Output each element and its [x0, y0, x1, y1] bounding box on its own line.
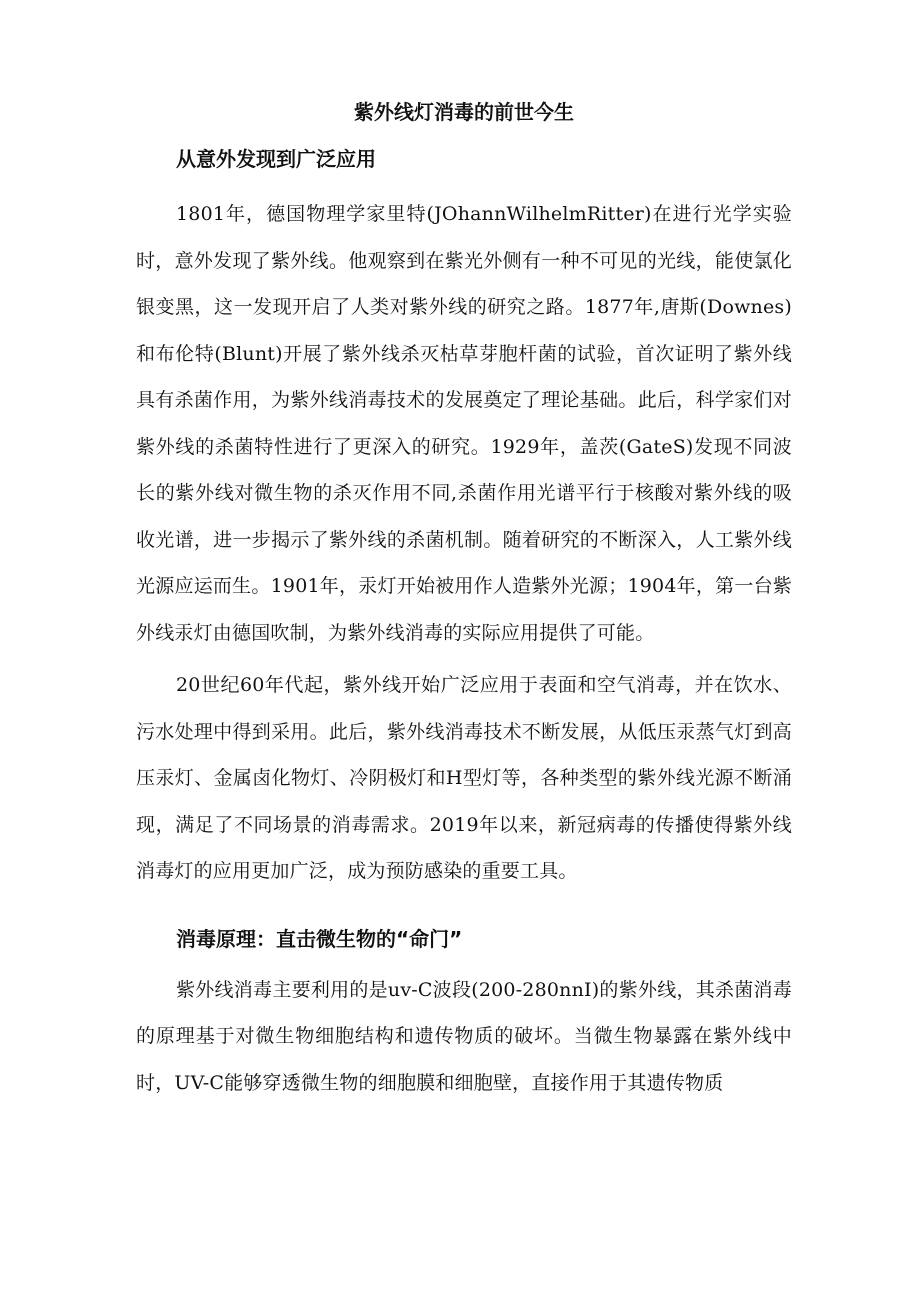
paragraph-principle: 紫外线消毒主要利用的是uv-C波段(200-280nnI)的紫外线，其杀菌消毒的原理基于对微生物细胞结构和遗传物质的破坏。当微生物暴露在紫外线中时，UV-C能够穿透微生物的细胞膜和细胞壁，直接作用于其遗传物质 — [136, 978, 792, 1094]
document-body — [136, 96, 792, 1106]
section-heading-principle: 消毒原理：直击微生物的“命门” — [176, 926, 463, 951]
section-heading-discovery: 从意外发现到广泛应用 — [176, 147, 376, 171]
paragraph-applications: 20世纪60年代起，紫外线开始广泛应用于表面和空气消毒，并在饮水、污水处理中得到采用。此后，紫外线消毒技术不断发展，从低压汞蒸气灯到高压汞灯、金属卤化物灯、冷阴极灯和H型灯等，各种类型的紫外线光源不断涌现，满足了不同场景的消毒需求。2019年以来，新冠病毒的传播使得紫外线消毒灯的应用更加广泛，成为预防感染的重要工具。 — [136, 674, 792, 882]
paragraph-history: 1801年，德国物理学家里特(JOhannWilhelmRitter)在进行光学实验时，意外发现了紫外线。他观察到在紫光外侧有一种不可见的光线，能使氯化银变黑，这一发现开启了人类对紫外线的研究之路。1877年,唐斯(Downes)和布伦特(Blunt)开展了紫外线杀灭枯草芽胞杆菌的试验，首次证明了紫外线具有杀菌作用，为紫外线消毒技术的发展奠定了理论基础。此后，科学家们对紫外线的杀菌特性进行了更深入的研究。1929年，盖茨(GateS)发现不同波长的紫外线对微生物的杀灭作用不同,杀菌作用光谱平行于核酸对紫外线的吸收光谱，进一步揭示了紫外线的杀菌机制。随着研究的不断深入，人工紫外线光源应运而生。1901年，汞灯开始被用作人造紫外光源；1904年，第一台紫外线汞灯由德国吹制，为紫外线消毒的实际应用提供了可能。 — [136, 203, 792, 644]
document-title: 紫外线灯消毒的前世今生 — [354, 100, 574, 124]
